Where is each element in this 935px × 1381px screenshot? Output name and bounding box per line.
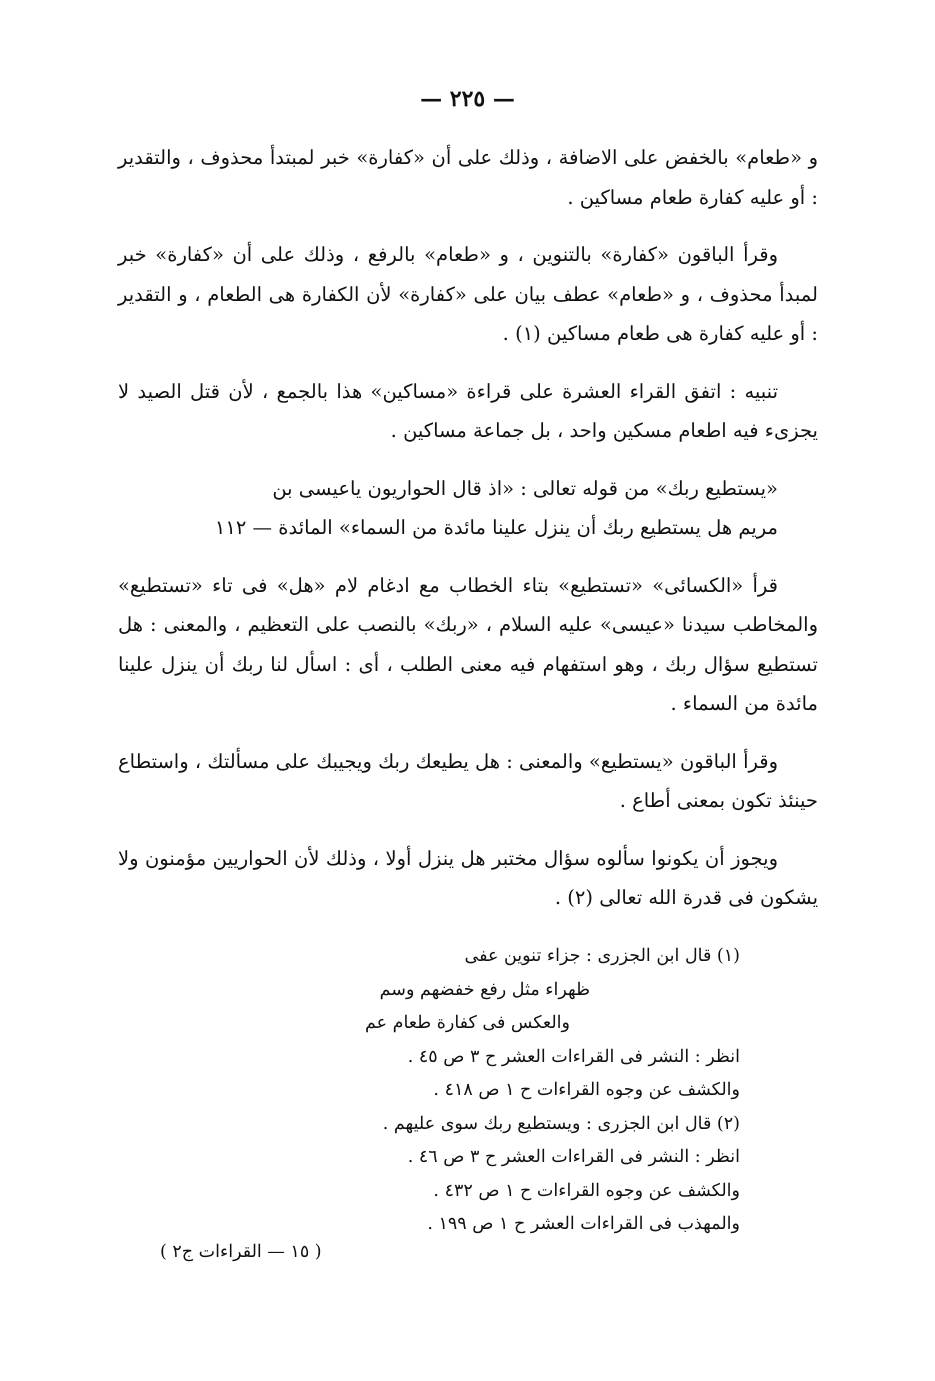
paragraph-kaffara-khafd: و «طعام» بالخفض على الاضافة ، وذلك على أن «كفارة» خبر لمبتدأ محذوف ، والتقدير : أو عليه كفارة طعام مساكين .	[118, 146, 818, 209]
footnote-1-poem-line-2: والعكس فى كفارة طعام عم	[364, 1013, 570, 1033]
page-number: — ٢٢٥ —	[420, 86, 515, 112]
footnote-1-intro: (١) قال ابن الجزرى : جزاء تنوين عفى	[464, 946, 740, 966]
footnote-2-reference-1: انظر : النشر فى القراءات العشر ح ٣ ص ٤٦ .	[407, 1147, 740, 1167]
footnote-1-poem-line-1: ظهراء مثل رفع خفضهم وسم	[379, 979, 590, 1000]
footnote-1-reference-2: والكشف عن وجوه القراءات ح ١ ص ٤١٨ .	[433, 1080, 740, 1100]
footnotes	[150, 940, 740, 1242]
signature-mark: ( ١٥ — القراءات ج٢ )	[160, 1242, 322, 1262]
paragraph-baqun-yastati: وقرأ الباقون «يستطيع» والمعنى : هل يطيعك ربك ويجيبك على مسألتك ، واستطاع حينئذ تكون بمعنى أطاع .	[118, 749, 818, 812]
footnote-2-intro: (٢) قال ابن الجزرى : ويستطيع ربك سوى عليهم .	[382, 1113, 740, 1134]
footnote-2-reference-3: والمهذب فى القراءات العشر ح ١ ص ١٩٩ .	[427, 1214, 740, 1234]
paragraph-kisai: قرأ «الكسائى» «تستطيع» بتاء الخطاب مع ادغام لام «هل» فى تاء «تستطيع» والمخاطب سيدنا «عيسى» عليه السلام ، «ربك» بالنصب على التعظيم ، والمعنى : هل تستطيع سؤال ربك ، وهو استفهام فيه معنى الطلب ، أى : اسأل لنا ربك أن ينزل علينا مائدة من السماء .	[118, 573, 818, 715]
paragraph-yajuz: ويجوز أن يكونوا سألوه سؤال مختبر هل ينزل أولا ، وذلك لأن الحواريين مؤمنون ولا يشكون فى قدرة الله تعالى (٢) .	[118, 846, 818, 909]
verse-line-2: مريم هل يستطيع ربك أن ينزل علينا مائدة من السماء» المائدة — ١١٢	[214, 516, 778, 539]
paragraph-tanbih: تنبيه : اتفق القراء العشرة على قراءة «مساكين» هذا بالجمع ، لأن قتل الصيد لا يجزىء فيه اطعام مسكين واحد ، بل جماعة مساكين .	[118, 379, 818, 442]
verse-line-1: «يستطيع ربك» من قوله تعالى : «اذ قال الحواريون ياعيسى بن	[272, 476, 778, 500]
footnote-2-reference-2: والكشف عن وجوه القراءات ح ١ ص ٤٣٢ .	[433, 1180, 740, 1201]
verse-heading	[118, 469, 818, 548]
paragraph-baqun-tanwin: وقرأ الباقون «كفارة» بالتنوين ، و «طعام» بالرفع ، وذلك على أن «كفارة» خبر لمبدأ محذوف ، و «طعام» عطف بيان على «كفارة» لأن الكفارة هى الطعام ، و التقدير : أو عليه كفارة هى طعام مساكين (١) .	[118, 243, 818, 345]
main-text	[118, 138, 818, 936]
footnote-1-reference-1: انظر : النشر فى القراءات العشر ح ٣ ص ٤٥ .	[407, 1046, 740, 1067]
